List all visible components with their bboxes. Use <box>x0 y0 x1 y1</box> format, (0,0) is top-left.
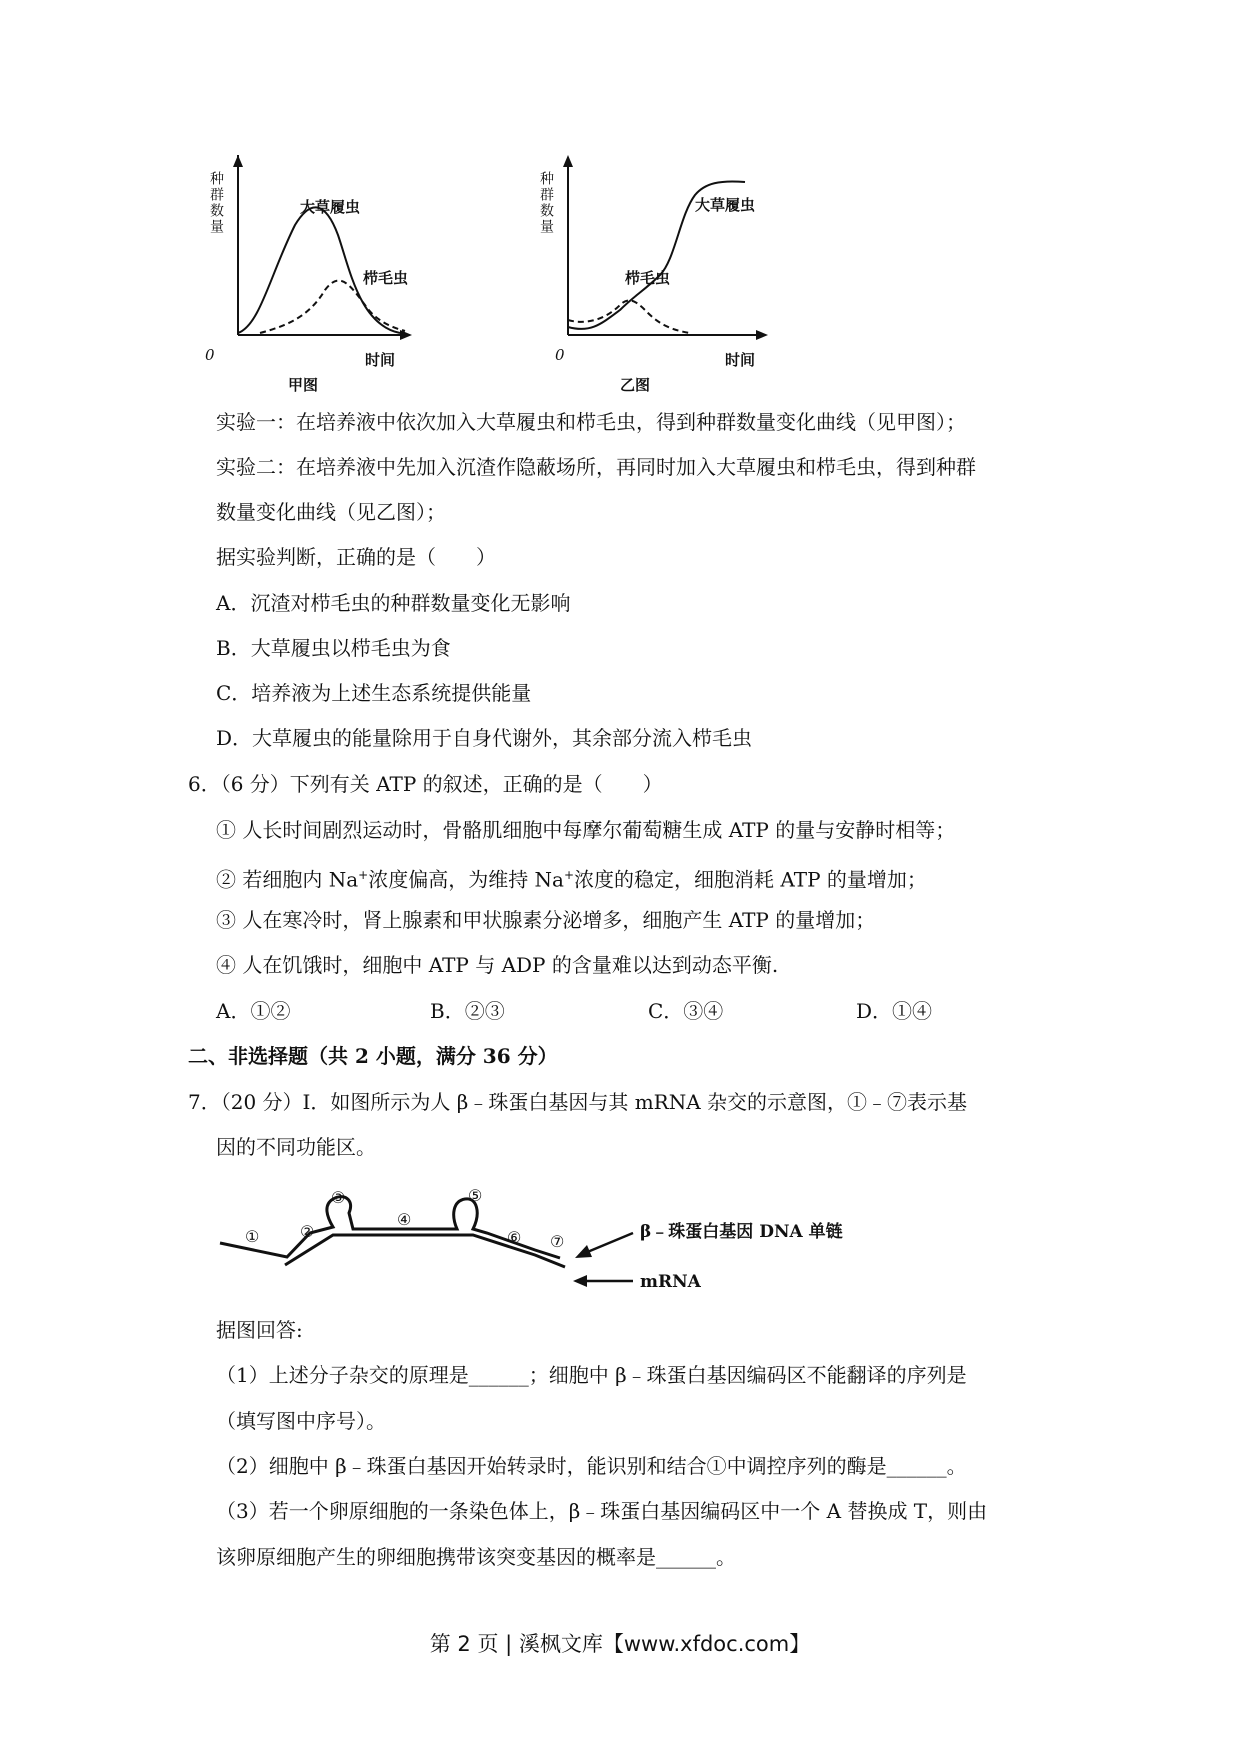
figure-yi-ylabel: 种群数量 <box>538 171 554 235</box>
q6-option-d: D．①④ <box>856 999 933 1023</box>
figure-jia-ylabel: 种群数量 <box>208 171 224 235</box>
q7-answer-hint: 据图回答: <box>216 1318 303 1342</box>
q5-experiment-2: 实验二：在培养液中先加入沉渣作隐蔽场所，再同时加入大草履虫和栉毛虫，得到种群 <box>216 455 976 479</box>
q5-option-c: C．培养液为上述生态系统提供能量 <box>216 681 532 705</box>
q6-stem: 6．（6 分）下列有关 ATP 的叙述，正确的是（ ） <box>188 772 663 796</box>
q7-part-2: （2）细胞中 β﹣珠蛋白基因开始转录时，能识别和结合①中调控序列的酶是______。 <box>216 1454 967 1478</box>
figure-yi-caption: 乙图 <box>620 376 651 394</box>
q5-option-a: A．沉渣对栉毛虫的种群数量变化无影响 <box>216 591 571 615</box>
figure-jia-solid-label: 大草履虫 <box>300 198 361 216</box>
figure-jia-xlabel: 时间 <box>365 351 396 369</box>
q6-statement-4: ④ 人在饥饿时，细胞中 ATP 与 ADP 的含量难以达到动态平衡. <box>216 953 779 977</box>
figure-jia-graph <box>200 155 440 395</box>
region-4: ④ <box>397 1210 412 1229</box>
q5-option-b: B．大草履虫以栉毛虫为食 <box>216 636 451 660</box>
q6-statement-2: ② 若细胞内 Na+浓度偏高，为维持 Na+浓度的稳定，细胞消耗 ATP 的量增加； <box>216 867 927 892</box>
page-footer: 第 2 页 | 溪枫文库【www.xfdoc.com】 <box>429 1632 811 1656</box>
q7-stem-cont: 因的不同功能区。 <box>216 1135 376 1159</box>
region-5: ⑤ <box>468 1186 483 1205</box>
q7-part-1: （1）上述分子杂交的原理是______；细胞中 β﹣珠蛋白基因编码区不能翻译的序列是 <box>216 1363 967 1387</box>
q5-option-d: D．大草履虫的能量除用于自身代谢外，其余部分流入栉毛虫 <box>216 726 753 750</box>
figure-yi-xlabel: 时间 <box>725 351 756 369</box>
q6-option-b: B．②③ <box>430 999 505 1023</box>
q6-option-a: A．①② <box>216 999 291 1023</box>
figure-yi-dashed-label: 栉毛虫 <box>625 269 671 287</box>
q6-option-c: C．③④ <box>648 999 724 1023</box>
region-7: ⑦ <box>550 1232 565 1251</box>
q7-part-1-cont: （填写图中序号）。 <box>216 1409 386 1433</box>
region-3: ③ <box>331 1188 346 1207</box>
figure-yi-solid-label: 大草履虫 <box>695 196 756 214</box>
dna-strand-label: β﹣珠蛋白基因 DNA 单链 <box>640 1222 843 1242</box>
region-6: ⑥ <box>507 1228 522 1247</box>
figure-jia-origin: 0 <box>205 346 215 364</box>
figure-jia-caption: 甲图 <box>288 376 319 394</box>
figure-yi-graph <box>520 155 790 395</box>
q7-part-3-cont: 该卵原细胞产生的卵细胞携带该突变基因的概率是______。 <box>216 1545 736 1569</box>
q5-stem: 据实验判断，正确的是（ ） <box>216 545 496 569</box>
q6-statement-3: ③ 人在寒冷时，肾上腺素和甲状腺素分泌增多，细胞产生 ATP 的量增加； <box>216 908 876 932</box>
figure-jia-dashed-label: 栉毛虫 <box>363 269 409 287</box>
mrna-label: mRNA <box>640 1272 701 1292</box>
q6-statement-1: ① 人长时间剧烈运动时，骨骼肌细胞中每摩尔葡萄糖生成 ATP 的量与安静时相等； <box>216 818 956 842</box>
region-2: ② <box>300 1222 315 1241</box>
q5-experiment-1: 实验一：在培养液中依次加入大草履虫和栉毛虫，得到种群数量变化曲线（见甲图）； <box>216 410 966 434</box>
q7-part-3: （3）若一个卵原细胞的一条染色体上，β﹣珠蛋白基因编码区中一个 A 替换成 T，则由 <box>216 1499 988 1523</box>
region-1: ① <box>245 1227 260 1246</box>
figure-yi-origin: 0 <box>555 346 565 364</box>
figure-dna-hybrid <box>215 1185 895 1295</box>
q5-experiment-2-cont: 数量变化曲线（见乙图）； <box>216 500 446 524</box>
section-2-heading: 二、非选择题（共 2 小题，满分 36 分） <box>188 1044 558 1068</box>
q7-stem: 7．（20 分）Ⅰ．如图所示为人 β﹣珠蛋白基因与其 mRNA 杂交的示意图，①﹣⑦表示基 <box>188 1090 968 1114</box>
